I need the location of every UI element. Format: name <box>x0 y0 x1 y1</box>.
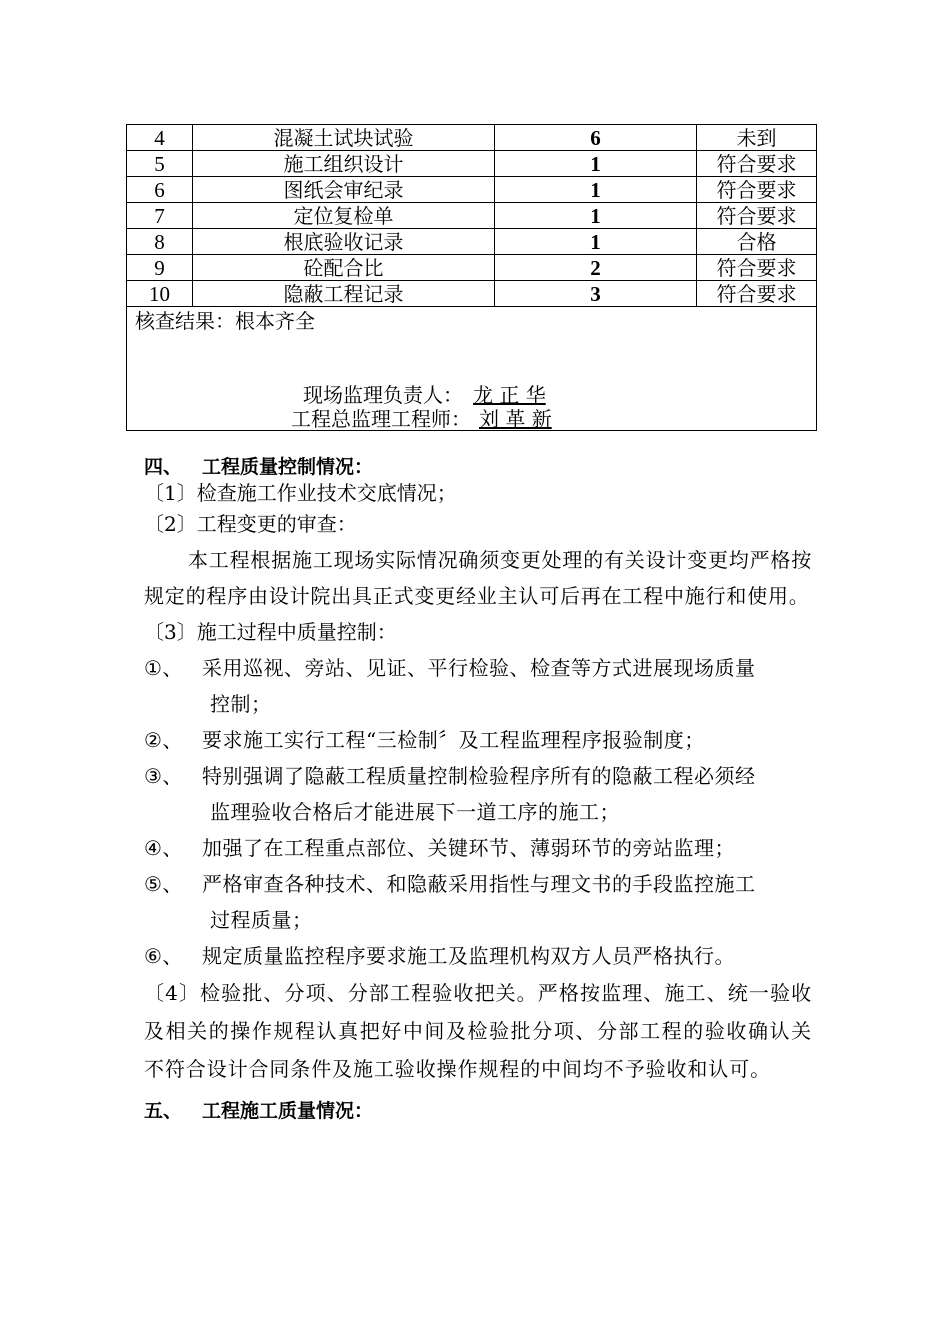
document-status: 符合要求 <box>697 255 817 281</box>
paragraph: 本工程根据施工现场实际情况确须变更处理的有关设计变更均严格按规定的程序由设计院出具正式变更经业主认可后再在工程中施行和使用。 <box>144 548 812 608</box>
table-row <box>127 229 817 255</box>
list-item: 〔3〕施工过程中质量控制： <box>144 620 397 644</box>
document-name: 隐蔽工程记录 <box>193 281 495 307</box>
document-name: 图纸会审纪录 <box>193 177 495 203</box>
sub-item-text <box>202 938 812 974</box>
inspection-table <box>126 124 817 431</box>
list-item: 〔2〕工程变更的审查： <box>144 512 357 536</box>
document-body <box>144 454 812 1124</box>
document-name: 混凝土试块试验 <box>193 125 495 151</box>
sub-item <box>144 830 812 866</box>
document-status: 未到 <box>697 125 817 151</box>
row-number: 6 <box>127 177 193 203</box>
document-status: 符合要求 <box>697 151 817 177</box>
sub-item-marker: ④、 <box>144 836 183 860</box>
sub-item <box>144 722 812 758</box>
sub-item-line: 加强了在工程重点部位、关键环节、薄弱环节的旁站监理； <box>202 836 735 860</box>
document-name: 砼配合比 <box>193 255 495 281</box>
sub-item <box>144 650 812 722</box>
site-supervisor-label: 现场监理负责人： <box>303 383 463 407</box>
spacer <box>144 1088 812 1098</box>
table-row <box>127 125 817 151</box>
document-count: 6 <box>495 125 697 151</box>
table-row <box>127 151 817 177</box>
row-number: 8 <box>127 229 193 255</box>
sub-item-line: 控制； <box>210 692 272 716</box>
site-supervisor-name: 龙 正 华 <box>473 383 546 407</box>
sub-item-text <box>202 830 812 866</box>
sub-item-marker: ②、 <box>144 728 183 752</box>
row-number: 10 <box>127 281 193 307</box>
row-number: 4 <box>127 125 193 151</box>
sub-item-line: 采用巡视、旁站、见证、平行检验、检查等方式进展现场质量 <box>202 656 756 680</box>
result-row <box>127 307 817 431</box>
chief-engineer-label: 工程总监理工程师： <box>291 407 471 431</box>
paragraph: 〔4〕检验批、分项、分部工程验收把关。严格按监理、施工、统一验收及相关的操作规程认真把好中间及检验批分项、分部工程的验收确认关不符合设计合同条件及施工验收操作规程的中间均不予验收和认可。 <box>144 981 812 1081</box>
row-number: 5 <box>127 151 193 177</box>
section-heading-4 <box>144 454 812 480</box>
row-number: 9 <box>127 255 193 281</box>
document-status: 符合要求 <box>697 281 817 307</box>
sub-item <box>144 866 812 938</box>
document-count: 2 <box>495 255 697 281</box>
table-row <box>127 203 817 229</box>
sub-item <box>144 938 812 974</box>
sub-item-marker: ⑥、 <box>144 944 183 968</box>
document-count: 1 <box>495 229 697 255</box>
list-item: 〔1〕检查施工作业技术交底情况； <box>144 481 457 505</box>
sub-item-line: 要求施工实行工程“三检制〞及工程监理程序报验制度； <box>202 728 705 752</box>
document-count: 1 <box>495 177 697 203</box>
section-number: 四、 <box>144 456 183 478</box>
document-status: 符合要求 <box>697 203 817 229</box>
sub-item-line: 特别强调了隐蔽工程质量控制检验程序所有的隐蔽工程必须经 <box>202 764 756 788</box>
sub-item-line: 严格审查各种技术、和隐蔽采用指性与理文书的手段监控施工 <box>202 872 756 896</box>
document-name: 施工组织设计 <box>193 151 495 177</box>
table-row <box>127 177 817 203</box>
document-count: 1 <box>495 151 697 177</box>
document-status: 符合要求 <box>697 177 817 203</box>
document-name: 定位复检单 <box>193 203 495 229</box>
sub-item-marker: ③、 <box>144 764 183 788</box>
section-title: 工程质量控制情况： <box>202 456 374 478</box>
sub-item-text <box>202 722 812 758</box>
document-status: 合格 <box>697 229 817 255</box>
document-name: 根底验收记录 <box>193 229 495 255</box>
sub-item <box>144 758 812 830</box>
sub-item-line: 规定质量监控程序要求施工及监理机构双方人员严格执行。 <box>202 944 735 968</box>
chief-engineer-name: 刘 革 新 <box>479 407 552 431</box>
chief-engineer-signature <box>291 407 591 431</box>
sub-item-text <box>202 866 812 938</box>
section-number: 五、 <box>144 1100 183 1122</box>
result-cell <box>127 307 817 431</box>
sub-item-text <box>202 650 812 722</box>
table-row <box>127 255 817 281</box>
sub-item-marker: ⑤、 <box>144 872 183 896</box>
section-heading-5 <box>144 1098 812 1124</box>
inspection-result: 核查结果：根本齐全 <box>135 309 315 333</box>
document-count: 1 <box>495 203 697 229</box>
document-count: 3 <box>495 281 697 307</box>
section-title: 工程施工质量情况： <box>202 1100 374 1122</box>
sub-item-marker: ①、 <box>144 656 183 680</box>
table-row <box>127 281 817 307</box>
row-number: 7 <box>127 203 193 229</box>
site-supervisor-signature <box>303 383 613 407</box>
sub-item-text <box>202 758 812 830</box>
sub-item-line: 监理验收合格后才能进展下一道工序的施工； <box>210 800 620 824</box>
sub-item-line: 过程质量； <box>210 908 313 932</box>
